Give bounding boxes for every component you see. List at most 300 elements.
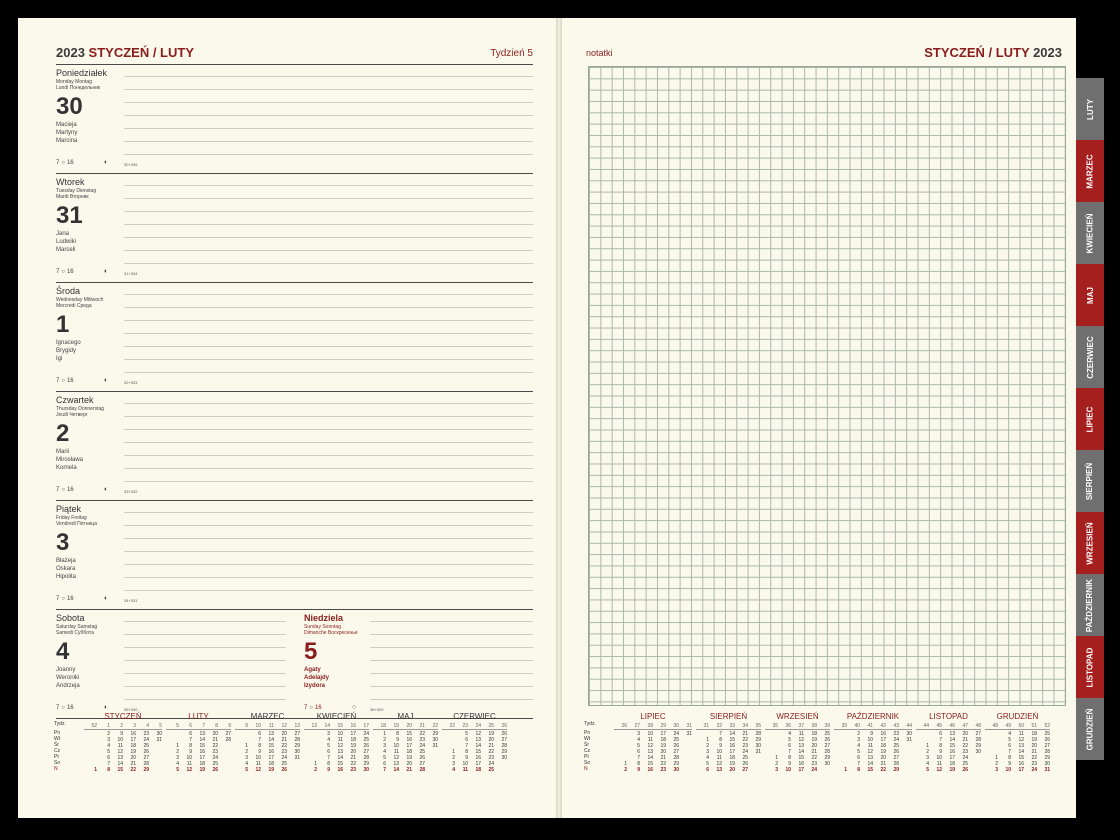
calendar-day: 11 xyxy=(647,737,653,743)
day-number: 4 xyxy=(56,638,70,665)
month-name: GRUDZIEŃ xyxy=(996,712,1039,721)
week-number: 14 xyxy=(324,723,330,729)
week-label: Tydzień 5 xyxy=(490,48,533,59)
writing-line[interactable] xyxy=(370,699,533,700)
writing-line[interactable] xyxy=(124,333,533,334)
writing-line[interactable] xyxy=(124,590,533,591)
calendar-day: 18 xyxy=(406,749,412,755)
writing-line[interactable] xyxy=(124,307,533,308)
moon-phase-icon: ○ xyxy=(352,704,357,711)
calendar-day: 7 xyxy=(327,755,330,761)
week-numbers xyxy=(304,723,369,730)
month-calendar xyxy=(916,712,981,773)
calendar-day: 27 xyxy=(673,749,679,755)
calendar-day xyxy=(748,767,761,773)
day-name-translation: Thursday Donnerstag xyxy=(56,406,105,412)
calendar-day: 6 xyxy=(857,755,860,761)
week-number: 33 xyxy=(729,723,735,729)
calendar-day: 1 xyxy=(995,755,998,761)
writing-line[interactable] xyxy=(124,115,533,116)
moon-phase-icon: ◐ xyxy=(104,595,109,602)
writing-line[interactable] xyxy=(124,416,533,417)
calendar-day: 30 xyxy=(673,767,679,773)
calendar-day: 10 xyxy=(785,767,791,773)
writing-line[interactable] xyxy=(124,89,533,90)
writing-line[interactable] xyxy=(124,102,533,103)
calendar-day: 12 xyxy=(716,761,722,767)
writing-line[interactable] xyxy=(124,250,533,251)
weekday-label: Wt xyxy=(584,736,591,742)
calendar-day: 15 xyxy=(337,761,343,767)
day-name: Wtorek xyxy=(56,177,85,187)
calendar-day: 14 xyxy=(867,761,873,767)
calendar-day: 20 xyxy=(130,755,136,761)
calendar-day: 3 xyxy=(245,755,248,761)
day-name: Piątek xyxy=(56,504,82,514)
calendar-row xyxy=(834,767,912,773)
calendar-day: 2 xyxy=(383,737,386,743)
weekday-label: Śr xyxy=(584,742,589,748)
calendar-day: 26 xyxy=(1044,737,1050,743)
calendar-day: 9 xyxy=(1008,761,1011,767)
calendar-day: 24 xyxy=(419,743,425,749)
calendar-day: 2 xyxy=(245,749,248,755)
week-number: 5 xyxy=(159,723,162,729)
calendar-day: 14 xyxy=(393,767,399,773)
calendar-day: 11 xyxy=(798,731,804,737)
week-number: 20 xyxy=(406,723,412,729)
day-name: Czwartek xyxy=(56,395,94,405)
calendar-day xyxy=(899,767,912,773)
calendar-day: 24 xyxy=(281,755,287,761)
writing-line[interactable] xyxy=(370,647,533,648)
month-tab-3[interactable] xyxy=(1076,264,1104,326)
month-tab-2[interactable] xyxy=(1076,202,1104,264)
week-number: 34 xyxy=(742,723,748,729)
month-name: LIPIEC xyxy=(640,712,666,721)
calendar-day: 4 xyxy=(788,731,791,737)
calendar-day: 15 xyxy=(1018,755,1024,761)
calendar-day: 31 xyxy=(156,737,162,743)
calendar-day: 20 xyxy=(212,731,218,737)
writing-line[interactable] xyxy=(124,660,286,661)
calendar-day: 31 xyxy=(1044,767,1050,773)
calendar-day: 30 xyxy=(156,731,162,737)
calendar-day: 30 xyxy=(294,749,300,755)
name-day: Marcina xyxy=(56,138,78,144)
calendar-day: 2 xyxy=(452,755,455,761)
writing-line[interactable] xyxy=(124,577,533,578)
calendar-day: 5 xyxy=(176,767,179,773)
calendar-day: 2 xyxy=(857,731,860,737)
name-days xyxy=(56,121,116,145)
week-number: 31 xyxy=(703,723,709,729)
calendar-row xyxy=(614,767,692,773)
writing-line[interactable] xyxy=(124,198,533,199)
week-number: 16 xyxy=(350,723,356,729)
week-number: 41 xyxy=(867,723,873,729)
week-number: 35 xyxy=(755,723,761,729)
writing-line[interactable] xyxy=(370,660,533,661)
month-calendar xyxy=(834,712,912,773)
writing-line[interactable] xyxy=(124,76,533,77)
month-calendar xyxy=(765,712,830,773)
writing-line[interactable] xyxy=(370,673,533,674)
writing-line[interactable] xyxy=(124,481,533,482)
calendar-day: 23 xyxy=(281,749,287,755)
calendar-day: 4 xyxy=(706,755,709,761)
calendar-day: 29 xyxy=(824,755,830,761)
writing-line[interactable] xyxy=(124,403,533,404)
sunrise-time: 7 xyxy=(56,487,60,493)
calendar-day: 17 xyxy=(475,761,481,767)
month-calendar xyxy=(235,712,300,773)
calendar-day: 25 xyxy=(363,737,369,743)
calendar-day: 28 xyxy=(975,737,981,743)
month-name: STYCZEŃ xyxy=(104,712,142,721)
day-rule xyxy=(56,391,533,392)
calendar-day: 17 xyxy=(880,737,886,743)
calendar-day: 20 xyxy=(488,737,494,743)
month-calendar xyxy=(614,712,692,773)
calendar-day: 26 xyxy=(501,731,507,737)
writing-line[interactable] xyxy=(124,346,533,347)
calendar-day: 18 xyxy=(729,755,735,761)
day-rule xyxy=(56,609,533,610)
name-day: Jana xyxy=(56,231,70,237)
day-rule xyxy=(56,173,533,174)
month-name: PAŹDZIERNIK xyxy=(846,712,900,721)
week-number: 5 xyxy=(176,723,179,729)
calendar-day: 27 xyxy=(824,743,830,749)
calendar-day: 30 xyxy=(906,731,912,737)
writing-line[interactable] xyxy=(370,621,533,622)
sunset-time: 16 xyxy=(66,160,74,166)
page-title xyxy=(56,45,194,60)
calendar-day: 22 xyxy=(880,767,886,773)
calendar-day: 24 xyxy=(673,731,679,737)
weekday-label: N xyxy=(54,766,58,772)
calendar-day: 30 xyxy=(975,749,981,755)
calendar-day: 10 xyxy=(393,743,399,749)
writing-line[interactable] xyxy=(124,621,286,622)
calendar-day: 31 xyxy=(755,749,761,755)
calendar-day: 23 xyxy=(419,737,425,743)
sun-times xyxy=(56,160,74,166)
calendar-day: 11 xyxy=(462,767,468,773)
calendar-day: 11 xyxy=(936,761,942,767)
writing-line[interactable] xyxy=(124,468,533,469)
calendar-day: 17 xyxy=(350,731,356,737)
writing-line[interactable] xyxy=(370,686,533,687)
sunset-time: 16 xyxy=(66,378,74,384)
month-name: KWIECIEŃ xyxy=(316,712,357,721)
calendar-day: 12 xyxy=(798,737,804,743)
name-day: Marceli xyxy=(56,247,76,253)
writing-line[interactable] xyxy=(124,224,533,225)
calendar-day: 4 xyxy=(452,767,455,773)
calendar-day: 7 xyxy=(939,737,942,743)
calendar-day: 7 xyxy=(788,749,791,755)
writing-line[interactable] xyxy=(124,699,286,700)
writing-line[interactable] xyxy=(124,237,533,238)
sun-times xyxy=(56,487,74,493)
name-day: Joanny xyxy=(56,667,76,673)
calendar-day: 2 xyxy=(176,749,179,755)
calendar-row xyxy=(84,767,162,773)
name-day: Brygidy xyxy=(56,348,77,354)
calendar-day: 14 xyxy=(117,761,123,767)
calendar-day: 7 xyxy=(1008,749,1011,755)
writing-line[interactable] xyxy=(124,429,533,430)
calendar-day: 6 xyxy=(327,749,330,755)
month-tab-6[interactable] xyxy=(1076,450,1104,512)
sunday-name-days xyxy=(304,666,364,690)
calendar-day: 8 xyxy=(788,755,791,761)
calendar-day: 26 xyxy=(212,767,218,773)
writing-line[interactable] xyxy=(124,647,286,648)
writing-line[interactable] xyxy=(124,673,286,674)
weekday-label: Cz xyxy=(584,748,591,754)
calendar-day: 17 xyxy=(1018,767,1024,773)
calendar-day: 8 xyxy=(258,743,261,749)
calendar-day xyxy=(149,767,162,773)
month-tab-8[interactable] xyxy=(1076,574,1104,636)
calendar-day: 27 xyxy=(143,755,149,761)
calendar-day: 25 xyxy=(893,743,899,749)
writing-line[interactable] xyxy=(124,538,533,539)
writing-line[interactable] xyxy=(124,551,533,552)
calendar-day: 19 xyxy=(880,749,886,755)
day-number: 1 xyxy=(56,311,70,338)
calendar-day: 5 xyxy=(637,743,640,749)
calendar-day: 2 xyxy=(314,767,317,773)
calendar-day: 30 xyxy=(824,761,830,767)
calendar-day: 13 xyxy=(647,749,653,755)
calendar-day: 5 xyxy=(383,755,386,761)
month-tab-10[interactable] xyxy=(1076,698,1104,760)
day-of-year: 32+333 xyxy=(124,380,138,385)
calendar-day: 20 xyxy=(729,767,735,773)
sunset-time: 16 xyxy=(66,596,74,602)
name-day: Igi xyxy=(56,356,63,362)
calendar-day: 16 xyxy=(199,749,205,755)
month-calendar xyxy=(442,712,507,773)
calendar-day: 21 xyxy=(130,761,136,767)
calendar-day: 20 xyxy=(350,749,356,755)
calendar-day: 1 xyxy=(176,743,179,749)
day-rule xyxy=(56,500,533,501)
calendar-day: 19 xyxy=(268,767,274,773)
week-number: 1 xyxy=(107,723,110,729)
writing-line[interactable] xyxy=(124,564,533,565)
calendar-row xyxy=(916,767,981,773)
calendar-day: 10 xyxy=(867,737,873,743)
weekday-label: N xyxy=(584,766,588,772)
month-tab-9[interactable] xyxy=(1076,636,1104,698)
calendar-day: 16 xyxy=(130,731,136,737)
writing-line[interactable] xyxy=(124,359,533,360)
sun-times xyxy=(56,596,74,602)
calendar-day: 2 xyxy=(624,767,627,773)
calendar-day: 2 xyxy=(706,743,709,749)
calendar-day: 28 xyxy=(143,761,149,767)
calendar-day: 5 xyxy=(706,761,709,767)
writing-line[interactable] xyxy=(124,455,533,456)
calendar-day: 11 xyxy=(1018,731,1024,737)
calendar-day: 20 xyxy=(406,761,412,767)
calendar-day: 27 xyxy=(501,737,507,743)
calendar-day: 10 xyxy=(117,737,123,743)
calendar-day: 28 xyxy=(501,743,507,749)
calendar-day: 18 xyxy=(949,761,955,767)
calendar-day: 24 xyxy=(811,767,817,773)
writing-line[interactable] xyxy=(124,525,533,526)
calendar-day: 29 xyxy=(975,743,981,749)
calendar-day: 30 xyxy=(501,755,507,761)
calendar-row xyxy=(373,767,438,773)
calendar-row xyxy=(985,767,1050,773)
calendar-day: 5 xyxy=(107,749,110,755)
calendar-day: 10 xyxy=(255,755,261,761)
calendar-day: 6 xyxy=(107,755,110,761)
week-number: 29 xyxy=(660,723,666,729)
writing-line[interactable] xyxy=(124,154,533,155)
calendar-row-labels xyxy=(584,730,590,772)
week-number: 13 xyxy=(294,723,300,729)
week-number: 9 xyxy=(228,723,231,729)
month-tab-label: SIERPIEŃ xyxy=(1085,462,1095,500)
calendar-day: 6 xyxy=(258,731,261,737)
sunday-number: 5 xyxy=(304,638,318,665)
calendar-day: 19 xyxy=(406,755,412,761)
name-day: Błażeja xyxy=(56,558,76,564)
writing-line[interactable] xyxy=(124,686,286,687)
calendar-day: 4 xyxy=(857,743,860,749)
writing-line[interactable] xyxy=(124,634,286,635)
calendar-day: 8 xyxy=(327,761,330,767)
calendar-day: 16 xyxy=(880,731,886,737)
calendar-day: 31 xyxy=(906,737,912,743)
month-calendar xyxy=(304,712,369,773)
calendar-day: 4 xyxy=(383,749,386,755)
month-tab-4[interactable] xyxy=(1076,326,1104,388)
writing-line[interactable] xyxy=(124,442,533,443)
calendar-day: 8 xyxy=(719,737,722,743)
calendar-day: 10 xyxy=(936,755,942,761)
calendar-day: 24 xyxy=(363,731,369,737)
writing-line[interactable] xyxy=(124,211,533,212)
calendar-day: 9 xyxy=(189,749,192,755)
writing-line[interactable] xyxy=(370,634,533,635)
calendar-day: 30 xyxy=(363,767,369,773)
week-number: 47 xyxy=(962,723,968,729)
calendar-day: 9 xyxy=(637,767,640,773)
calendar-day: 9 xyxy=(258,749,261,755)
writing-line[interactable] xyxy=(124,185,533,186)
writing-line[interactable] xyxy=(124,512,533,513)
calendar-day: 22 xyxy=(660,761,666,767)
page-title-right xyxy=(924,45,1062,60)
calendar-day: 5 xyxy=(926,767,929,773)
month-tab-5[interactable] xyxy=(1076,388,1104,450)
calendar-day: 15 xyxy=(867,767,873,773)
calendar-day: 26 xyxy=(143,749,149,755)
week-number: 15 xyxy=(337,723,343,729)
calendar-day: 2 xyxy=(775,761,778,767)
calendar-day: 23 xyxy=(742,743,748,749)
week-number: 19 xyxy=(393,723,399,729)
name-day: Weroniki xyxy=(56,675,80,681)
writing-line[interactable] xyxy=(124,128,533,129)
calendar-row xyxy=(166,767,231,773)
month-tab-7[interactable] xyxy=(1076,512,1104,574)
day-number: 2 xyxy=(56,420,70,447)
week-number: 28 xyxy=(647,723,653,729)
calendar-day: 29 xyxy=(363,761,369,767)
writing-line[interactable] xyxy=(124,372,533,373)
month-name: SIERPIEŃ xyxy=(709,712,748,721)
sun-icon: ○ xyxy=(61,378,65,384)
week-numbers xyxy=(765,723,830,730)
week-number: 37 xyxy=(798,723,804,729)
writing-line[interactable] xyxy=(124,320,533,321)
month-name: CZERWIEC xyxy=(453,712,496,721)
calendar-day: 6 xyxy=(1008,743,1011,749)
calendar-day: 21 xyxy=(212,737,218,743)
calendar-day: 15 xyxy=(949,743,955,749)
week-number: 39 xyxy=(841,723,847,729)
month-tab-1[interactable] xyxy=(1076,140,1104,202)
writing-line[interactable] xyxy=(124,294,533,295)
calendar-day: 2 xyxy=(995,761,998,767)
week-number: 24 xyxy=(475,723,481,729)
calendar-day: 9 xyxy=(870,731,873,737)
header-rule xyxy=(56,64,533,65)
day-name: Sobota xyxy=(56,613,85,623)
calendar-day: 18 xyxy=(268,761,274,767)
calendar-day xyxy=(679,767,692,773)
calendar-day: 13 xyxy=(716,767,722,773)
calendar-day: 3 xyxy=(706,749,709,755)
week-number: 36 xyxy=(785,723,791,729)
month-tab-0[interactable] xyxy=(1076,78,1104,140)
calendar-day: 14 xyxy=(949,737,955,743)
name-day: Izydora xyxy=(304,683,326,689)
calendar-day: 23 xyxy=(350,767,356,773)
day-name-translation: Mardi Вторник xyxy=(56,194,89,200)
calendar-day: 27 xyxy=(742,767,748,773)
calendar-day: 1 xyxy=(706,737,709,743)
calendar-day: 1 xyxy=(452,749,455,755)
writing-line[interactable] xyxy=(124,141,533,142)
calendar-row xyxy=(304,767,369,773)
writing-line[interactable] xyxy=(124,263,533,264)
day-rule xyxy=(56,282,533,283)
month-tab-label: MAJ xyxy=(1085,286,1095,304)
week-number: 44 xyxy=(906,723,912,729)
calendar-day: 22 xyxy=(811,755,817,761)
notes-grid[interactable] xyxy=(588,66,1066,706)
calendar-day: 13 xyxy=(798,743,804,749)
name-days xyxy=(56,339,116,363)
calendar-day: 12 xyxy=(647,743,653,749)
calendar-day: 15 xyxy=(798,755,804,761)
month-calendar xyxy=(84,712,162,773)
month-calendar xyxy=(373,712,438,773)
calendar-day: 12 xyxy=(117,749,123,755)
calendar-day: 3 xyxy=(327,731,330,737)
